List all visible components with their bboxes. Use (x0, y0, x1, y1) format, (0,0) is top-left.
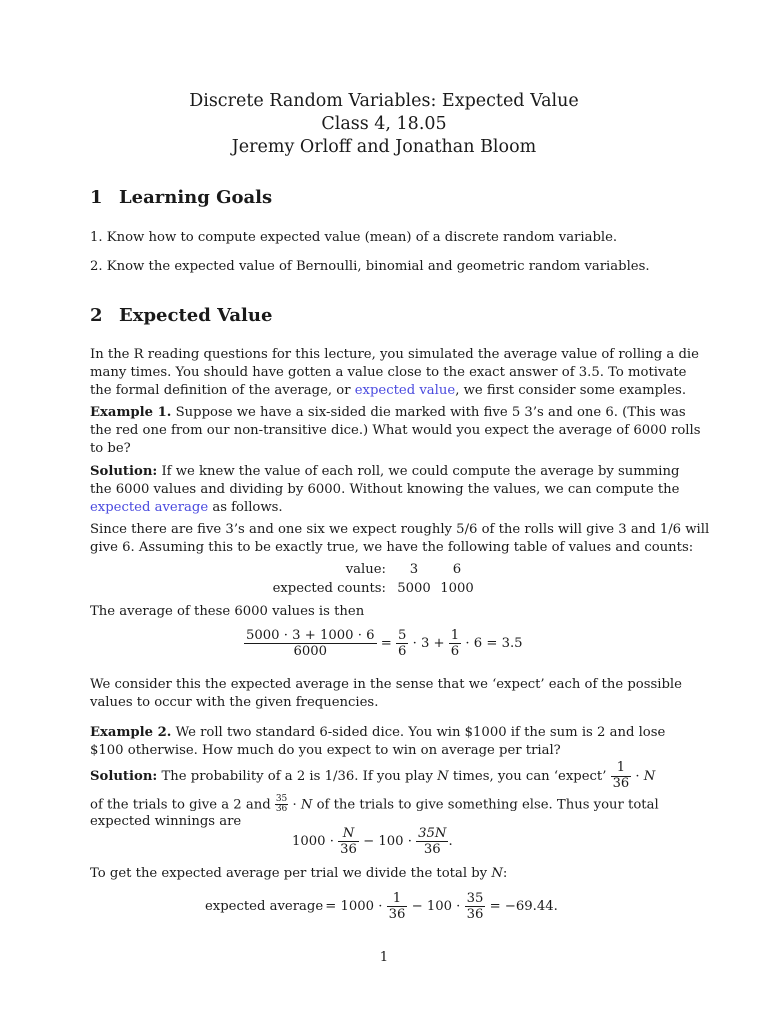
table-cell: 5000 (397, 581, 431, 596)
goal-item: 1. Know how to compute expected value (mean) of a discrete random variable. (90, 230, 618, 245)
fraction (396, 628, 408, 659)
numerator: 1 (450, 628, 460, 643)
text: : (502, 866, 508, 881)
text: the formal definition of the average, or (90, 383, 355, 398)
example-1-line (90, 404, 686, 423)
denominator: 36 (340, 842, 357, 858)
section-number: 2 (90, 305, 103, 326)
table-cell: value: (345, 562, 386, 577)
paragraph-line: $100 otherwise. How much do you expect to win on average per trial? (90, 743, 561, 758)
table-cell: 3 (409, 562, 419, 577)
section-1-heading (90, 187, 272, 208)
table-cell: expected counts: (272, 581, 386, 596)
section-title: Expected Value (119, 305, 273, 326)
fraction (338, 826, 359, 857)
text: To get the expected average per trial we divide the total by (90, 866, 492, 881)
paragraph-line (90, 382, 686, 401)
solution-2-line (90, 761, 655, 792)
result-text: · 6 = 3.5 (465, 636, 523, 652)
fraction (465, 891, 486, 922)
numerator: N (342, 826, 355, 841)
operator-text: · 3 + (412, 636, 445, 652)
equation-expected-average (205, 891, 558, 922)
example-label: Example 2. (90, 725, 172, 740)
numerator: 35N (418, 826, 447, 841)
fraction (387, 891, 408, 922)
fraction (611, 761, 632, 792)
example-2-line (90, 724, 665, 743)
paragraph-line: the red one from our non-transitive dice.) What would you expect the average of 6000 rolls (90, 423, 701, 438)
fraction (416, 826, 448, 857)
operator-text: − 100 · (411, 899, 461, 915)
denominator: 6 (397, 644, 407, 660)
paragraph-line: expected winnings are (90, 814, 242, 829)
goal-item: 2. Know the expected value of Bernoulli, binomial and geometric random variables. (90, 259, 650, 274)
result-text: . (448, 834, 453, 850)
text: of the trials to give something else. Thus your total (312, 797, 659, 813)
fraction (449, 628, 461, 659)
values-table (266, 560, 478, 598)
numerator: 5 (397, 628, 407, 643)
equation-winnings (292, 826, 453, 857)
example-label: Example 1. (90, 405, 172, 420)
denominator: 36 (466, 907, 484, 923)
operator-text: · (288, 797, 301, 813)
solution-label: Solution: (90, 768, 158, 784)
expected-average-link[interactable]: expected average (90, 500, 209, 515)
page-number: 1 (379, 950, 389, 965)
paragraph-line: many times. You should have gotten a value close to the exact answer of 3.5. To motivate (90, 365, 687, 380)
text: , we first consider some examples. (455, 383, 687, 398)
variable-n: N (491, 866, 503, 881)
operator-text: − 100 · (363, 834, 412, 850)
text: Suppose we have a six-sided die marked with five 5 3’s and one 6. (This was (171, 405, 686, 420)
operator-text: 1000 · (292, 834, 334, 850)
paragraph-line: In the R reading questions for this lecture, you simulated the average value of rolling a die (90, 347, 699, 362)
table-cell: 1000 (440, 581, 474, 596)
variable-n: N (300, 797, 313, 813)
denominator: 36 (612, 775, 630, 791)
result-text: = −69.44. (489, 899, 558, 915)
text: of the trials to give a 2 and (90, 797, 275, 813)
numerator: 35 (466, 891, 484, 906)
expected-value-link[interactable]: expected value (354, 383, 456, 398)
variable-n: N (643, 768, 656, 784)
paragraph-line: Since there are five 3’s and one six we expect roughly 5/6 of the rolls will give 3 and 1/6 will (90, 522, 710, 537)
paragraph-line: to be? (90, 441, 131, 456)
variable-n: N (437, 768, 449, 784)
section-title: Learning Goals (119, 187, 273, 208)
text: The probability of a 2 is 1/36. If you play (157, 768, 438, 784)
denominator: 36 (388, 907, 406, 923)
operator-text: = 1000 · (325, 899, 383, 915)
class-number: Class 4, 18.05 (321, 114, 447, 134)
paragraph-line (90, 865, 507, 884)
numerator: 35 (275, 794, 288, 804)
equals-sign: = (380, 636, 392, 652)
paragraph-line (90, 499, 283, 518)
numerator: 1 (616, 760, 626, 775)
section-number: 1 (90, 187, 103, 208)
fraction (244, 628, 377, 659)
paragraph-line: The average of these 6000 values is then (90, 604, 365, 619)
small-fraction (275, 795, 288, 815)
text: We roll two standard 6-sided dice. You win $1000 if the sum is 2 and lose (171, 725, 666, 740)
denominator: 36 (416, 841, 448, 857)
denominator: 6 (450, 644, 460, 660)
solution-label: Solution: (90, 464, 158, 479)
equation-label: expected average (205, 899, 324, 915)
numerator: 5000 · 3 + 1000 · 6 (246, 628, 375, 643)
text: If we knew the value of each roll, we could compute the average by summing (157, 464, 680, 479)
text: times, you can ‘expect’ (448, 768, 611, 784)
paragraph-line: give 6. Assuming this to be exactly true, we have the following table of values and counts: (90, 540, 694, 555)
table-row (266, 560, 478, 579)
paragraph-line: values to occur with the given frequencies. (90, 695, 379, 710)
paragraph-line: the 6000 values and dividing by 6000. Without knowing the values, we can compute the (90, 482, 680, 497)
denominator: 6000 (244, 643, 377, 659)
section-2-heading (90, 305, 272, 326)
table-row (266, 579, 478, 598)
document-title: Discrete Random Variables: Expected Value (189, 91, 579, 111)
equation-average (244, 628, 523, 659)
denominator: 36 (275, 804, 288, 815)
table-cell: 6 (452, 562, 462, 577)
solution-1-line (90, 463, 679, 482)
authors: Jeremy Orloff and Jonathan Bloom (231, 137, 537, 157)
paragraph-line: We consider this the expected average in the sense that we ‘expect’ each of the possible (90, 677, 682, 692)
text: as follows. (208, 500, 283, 515)
numerator: 1 (392, 891, 402, 906)
operator-text: · (631, 768, 644, 784)
